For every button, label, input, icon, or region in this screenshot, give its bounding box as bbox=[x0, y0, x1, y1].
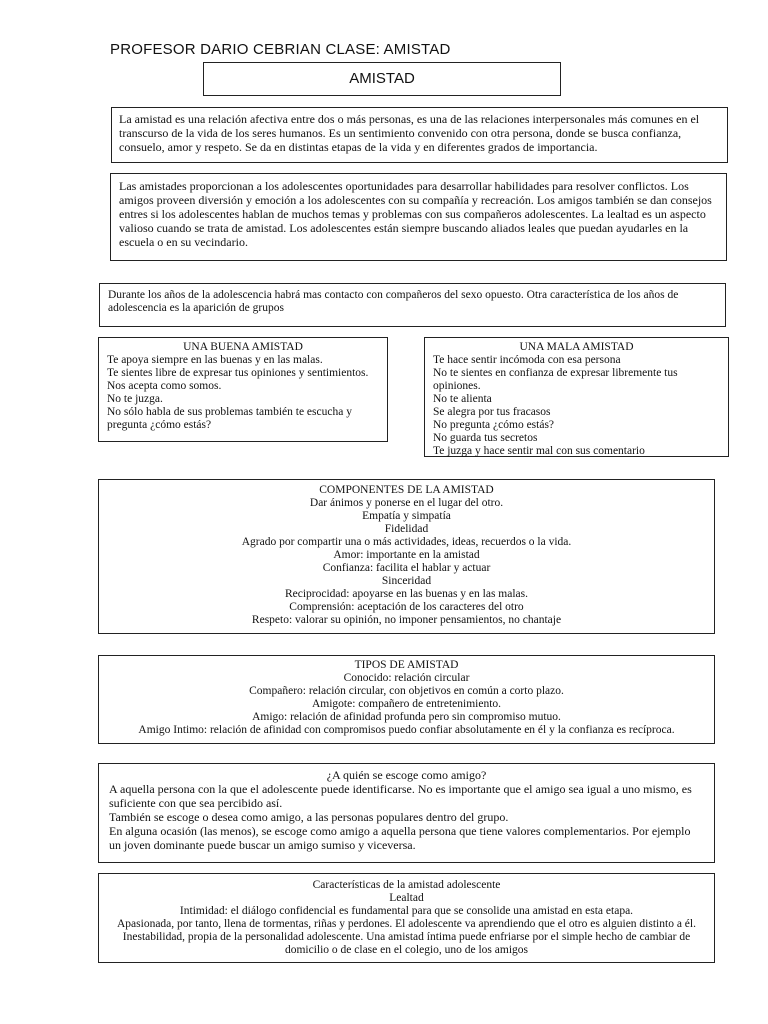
list-item: Inestabilidad, propia de la personalidad adolescente. Una amistad íntima puede enfriarse por el simple hecho de cambiar de domicilio o de clase en el colegio, uno de los amigos bbox=[122, 931, 691, 956]
components-title: COMPONENTES DE LA AMISTAD bbox=[319, 484, 494, 496]
who-title: ¿A quién se escoge como amigo? bbox=[326, 768, 487, 782]
list-item: pregunta ¿cómo estás? bbox=[107, 419, 212, 431]
list-item: Amigote: compañero de entretenimiento. bbox=[311, 698, 502, 710]
list-item: Comprensión: aceptación de los caracteres del otro bbox=[289, 601, 524, 613]
list-item: Conocido: relación circular bbox=[343, 672, 470, 684]
types-list bbox=[107, 672, 706, 737]
list-item: Te sientes libre de expresar tus opiniones y sentimientos. bbox=[107, 367, 369, 379]
bad-friendship-box bbox=[424, 337, 729, 457]
list-item: Reciprocidad: apoyarse en las buenas y en las malas. bbox=[284, 588, 528, 600]
list-item: Amor: importante en la amistad bbox=[333, 549, 480, 561]
who-lines bbox=[109, 782, 704, 852]
list-item: No te juzga. bbox=[107, 393, 163, 405]
list-item: Empatía y simpatía bbox=[362, 510, 451, 522]
list-item: No sólo habla de sus problemas también te escucha y bbox=[107, 406, 352, 418]
bad-friendship-title: UNA MALA AMISTAD bbox=[519, 341, 634, 353]
list-item: Te apoya siempre en las buenas y en las malas. bbox=[107, 354, 323, 366]
list-item: Fidelidad bbox=[384, 523, 429, 535]
list-item: Nos acepta como somos. bbox=[107, 380, 222, 392]
list-item: Lealtad bbox=[389, 892, 424, 904]
document-header: PROFESOR DARIO CEBRIAN CLASE: AMISTAD bbox=[110, 41, 451, 58]
list-item: No te sientes en confianza de expresar libremente tus bbox=[433, 367, 678, 379]
list-item: Dar ánimos y ponerse en el lugar del otro. bbox=[309, 497, 504, 509]
list-item: Compañero: relación circular, con objetivos en común a corto plazo. bbox=[249, 685, 564, 697]
list-item: No pregunta ¿cómo estás? bbox=[433, 419, 555, 431]
list-item: Intimidad: el diálogo confidencial es fundamental para que se consolide una amistad en esta etapa. bbox=[179, 905, 634, 917]
paragraph: En alguna ocasión (las menos), se escoge como amigo a aquella persona que tiene valores complementarios. Por ejemplo un joven dominante puede buscar un amigo sumiso y viceversa. bbox=[109, 824, 691, 852]
good-friendship-list bbox=[107, 354, 379, 432]
page-title: AMISTAD bbox=[349, 70, 415, 87]
list-item: Respeto: valorar su opinión, no imponer pensamientos, no chantaje bbox=[251, 614, 562, 626]
contact-box bbox=[99, 283, 726, 327]
list-item: Amigo: relación de afinidad profunda pero sin compromiso mutuo. bbox=[252, 711, 561, 723]
list-item: Confianza: facilita el hablar y actuar bbox=[322, 562, 491, 574]
bad-friendship-list bbox=[433, 354, 720, 458]
list-item: Te hace sentir incómoda con esa persona bbox=[433, 354, 621, 366]
components-box bbox=[98, 479, 715, 634]
who-box bbox=[98, 763, 715, 863]
good-friendship-box bbox=[98, 337, 388, 442]
types-box bbox=[98, 655, 715, 744]
list-item: Apasionada, por tanto, llena de tormentas, riñas y perdones. El adolescente va aprendiendo que el otro es alguien distinto a él. bbox=[117, 918, 696, 930]
list-item: Agrado por compartir una o más actividades, ideas, recuerdos o la vida. bbox=[241, 536, 572, 548]
list-item: Se alegra por tus fracasos bbox=[433, 406, 551, 418]
paragraph: También se escoge o desea como amigo, a las personas populares dentro del grupo. bbox=[109, 810, 509, 824]
types-title: TIPOS DE AMISTAD bbox=[354, 659, 459, 671]
list-item: Amigo Intimo: relación de afinidad con compromisos puedo confiar absolutamente en él y la confianza es recíproca. bbox=[138, 724, 675, 736]
list-item: Sinceridad bbox=[381, 575, 432, 587]
intro-text: La amistad es una relación afectiva entre dos o más personas, es una de las relaciones interpersonales más comunes en el transcurso de la vida de los seres humanos. Es un sentimiento convenido con otra persona, donde se busca confianza, consuelo, amor y respeto. Se da en distintas etapas de la vida y en diferentes grados de importancia. bbox=[119, 112, 700, 154]
characteristics-list bbox=[109, 892, 704, 957]
list-item: No guarda tus secretos bbox=[433, 432, 538, 444]
intro-box bbox=[111, 107, 728, 163]
list-item: No te alienta bbox=[433, 393, 492, 405]
adolescents-box bbox=[110, 173, 727, 261]
good-friendship-title: UNA BUENA AMISTAD bbox=[183, 341, 303, 353]
components-list bbox=[107, 497, 706, 627]
characteristics-title: Características de la amistad adolescente bbox=[312, 879, 501, 891]
list-item: opiniones. bbox=[433, 380, 481, 392]
contact-text: Durante los años de la adolescencia habrá mas contacto con compañeros del sexo opuesto. Otra característica de los años de adolescencia es la aparición de grupos bbox=[108, 289, 679, 314]
list-item: Te juzga y hace sentir mal con sus comentario bbox=[433, 445, 645, 457]
paragraph: A aquella persona con la que el adolescente puede identificarse. No es importante que el amigo sea igual a uno mismo, es suficiente con que sea percibido así. bbox=[109, 782, 692, 810]
adolescents-text: Las amistades proporcionan a los adolescentes oportunidades para desarrollar habilidades para resolver conflictos. Los amigos proveen diversión y emoción a los adolescentes con su compañía y recreación. Los amigos también se dan consejos entres si los adolescentes hablan de muchos temas y problemas con sus compañeros adolescentes. La lealtad es un aspecto valioso cuando se trata de amistad. Los adolescentes están siempre buscando aliados leales que puedan ayudarles en la escuela o en su vecindario. bbox=[119, 179, 712, 249]
characteristics-box bbox=[98, 873, 715, 963]
title-box bbox=[203, 62, 561, 96]
